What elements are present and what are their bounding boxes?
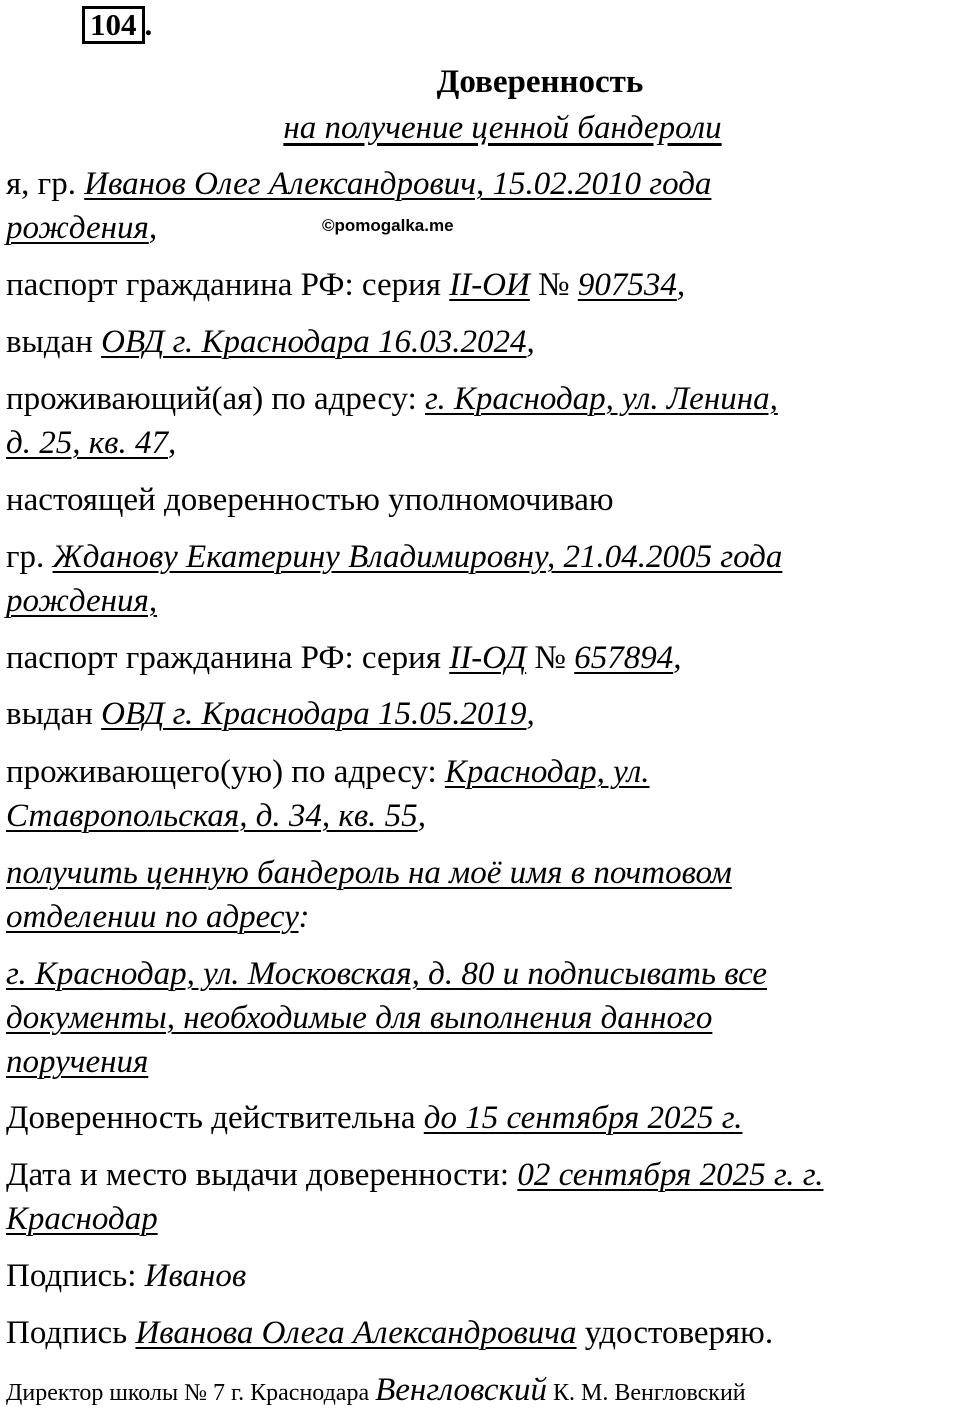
agent-name-line <box>6 535 958 623</box>
task-line-5: поручения <box>6 1044 149 1080</box>
agent-prefix: гр. <box>6 539 45 575</box>
agent-issued-punct: , <box>526 696 535 732</box>
certification-line <box>6 1311 958 1355</box>
agent-number-sign: № <box>534 640 566 676</box>
signature-line <box>6 1254 958 1298</box>
task-line-4: документы, необходимые для выполнения данного <box>6 1000 713 1036</box>
principal-issued-line <box>6 320 958 364</box>
footer-signature: Венгловский <box>375 1372 547 1408</box>
principal-number-sign: № <box>538 267 570 303</box>
agent-address-part1: Краснодар, ул. <box>444 754 650 790</box>
principal-name-line <box>6 162 958 250</box>
task-block-1 <box>6 851 958 939</box>
agent-passport-series: II-ОД <box>449 640 527 676</box>
agent-passport-number: 657894 <box>574 640 674 676</box>
agent-passport-punct: , <box>673 640 682 676</box>
principal-passport-punct: , <box>676 267 686 303</box>
issue-label: Дата и место выдачи доверенности: <box>6 1157 510 1193</box>
principal-issued-punct: , <box>526 324 535 360</box>
agent-address-part2: Ставропольская, д. 34, кв. 55 <box>6 798 418 834</box>
agent-address-label: проживающего(ую) по адресу: <box>6 754 437 790</box>
principal-birth-tail: рождения <box>6 210 149 246</box>
principal-address-label: проживающий(ая) по адресу: <box>6 381 417 417</box>
task-line-1: получить ценную бандероль на моё имя в почтовом <box>6 855 732 891</box>
certification-tail: удостоверяю. <box>584 1315 774 1351</box>
agent-passport-line <box>6 636 958 680</box>
principal-address-punct: , <box>167 425 177 461</box>
principal-prefix: я, гр. <box>6 166 76 202</box>
footer-printed-name: К. М. Венгловский <box>553 1380 746 1406</box>
agent-birth-tail: рождения, <box>6 583 158 619</box>
principal-address-part1: г. Краснодар, ул. Ленина, <box>425 381 778 417</box>
principal-birth-punct: , <box>148 210 158 246</box>
task-number <box>82 6 152 44</box>
agent-issued-line <box>6 692 958 736</box>
task-block-2 <box>6 952 958 1084</box>
principal-passport-number: 907534 <box>577 267 677 303</box>
agent-address-line <box>6 750 958 838</box>
document-title: Доверенность <box>436 64 644 100</box>
principal-issued-label: выдан <box>6 324 93 360</box>
principal-issued-by: ОВД г. Краснодара 16.03.2024 <box>101 324 527 360</box>
authorize-text: настоящей доверенностью уполномочиваю <box>6 482 614 518</box>
signature-label: Подпись: <box>6 1258 137 1294</box>
validity-line <box>6 1096 958 1140</box>
watermark: ©pomogalka.me <box>322 216 454 235</box>
principal-passport-line <box>6 263 958 307</box>
task-line-3: г. Краснодар, ул. Московская, д. 80 и подписывать все <box>6 956 768 992</box>
agent-name-birth: Жданову Екатерину Владимировну, 21.04.2005 года <box>52 539 783 575</box>
footer-line <box>6 1372 958 1411</box>
footer-position: Директор школы № 7 г. Краснодара <box>6 1380 370 1406</box>
agent-address-punct: , <box>417 798 426 834</box>
issue-line <box>6 1153 958 1241</box>
principal-address-line <box>6 377 958 465</box>
validity-label: Доверенность действительна <box>6 1100 416 1136</box>
document-subtitle: на получение ценной бандероли <box>283 110 722 146</box>
issue-value-part1: 02 сентября 2025 г. г. <box>517 1157 824 1193</box>
principal-name-birth: Иванов Олег Александрович, 15.02.2010 года <box>84 166 712 202</box>
task-number-box: 104 <box>82 6 145 44</box>
principal-passport-label: паспорт гражданина РФ: серия <box>6 267 441 303</box>
task-number-dot: . <box>144 7 153 42</box>
certification-name: Иванова Олега Александровича <box>135 1315 577 1351</box>
validity-value: до 15 сентября 2025 г. <box>423 1100 743 1136</box>
principal-address-part2: д. 25, кв. 47 <box>6 425 168 461</box>
agent-issued-by: ОВД г. Краснодара 15.05.2019 <box>101 696 527 732</box>
task-line-2: отделении по адресу <box>6 899 299 935</box>
principal-passport-series: II-ОИ <box>449 267 530 303</box>
agent-issued-label: выдан <box>6 696 93 732</box>
signature-value: Иванов <box>144 1258 247 1294</box>
task-line-2-punct: : <box>298 899 310 935</box>
certification-label: Подпись <box>6 1315 128 1351</box>
agent-passport-label: паспорт гражданина РФ: серия <box>6 640 441 676</box>
issue-value-part2: Краснодар <box>6 1201 158 1237</box>
